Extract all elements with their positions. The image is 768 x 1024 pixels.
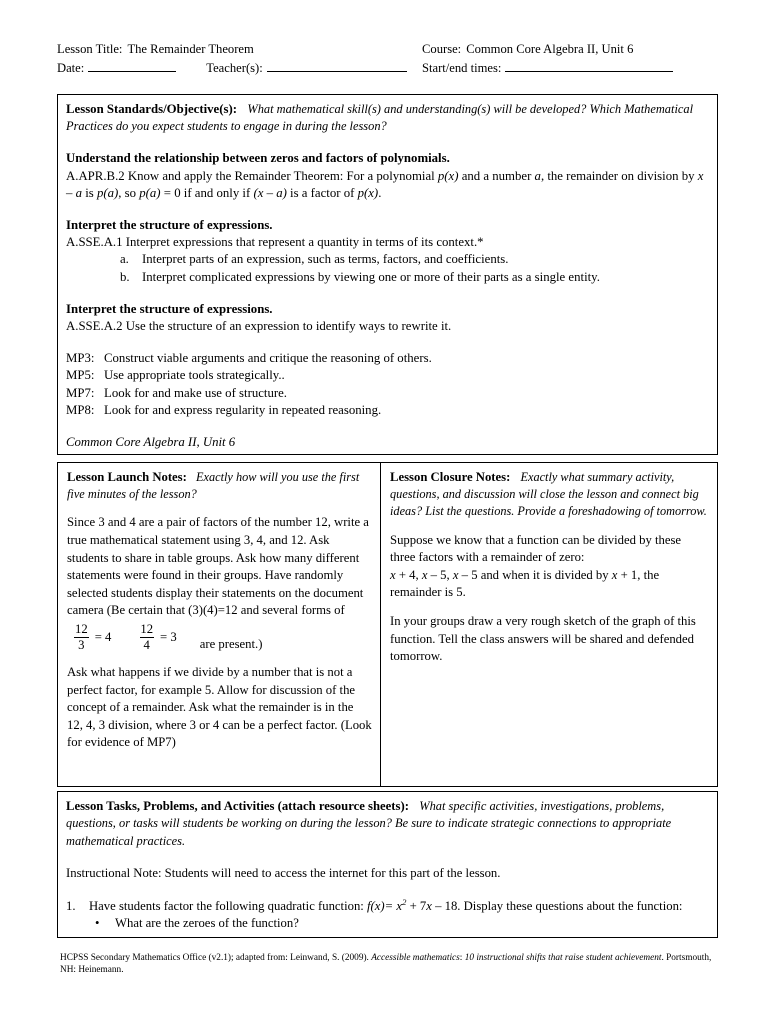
launch-fraction-row bbox=[71, 622, 372, 653]
sub-item-a-text: Interpret parts of an expression, such as terms, factors, and coefficients. bbox=[142, 252, 509, 267]
bullet-icon: • bbox=[95, 916, 100, 931]
apr-text-e: , so bbox=[118, 185, 140, 200]
apr-text-d: is bbox=[82, 185, 97, 200]
task-item-1 bbox=[66, 898, 709, 915]
mp-item-3-text: Construct viable arguments and critique the reasoning of others. bbox=[104, 351, 432, 366]
standards-source-note: Common Core Algebra II, Unit 6 bbox=[66, 435, 236, 450]
teacher-input-line[interactable] bbox=[267, 59, 407, 72]
launch-paragraph-1: Since 3 and 4 are a pair of factors of the number 12, write a true mathematical statement using 3, 4, and 12. Ask students to share in table groups. Ask how many different statements were found in their groups. Have randomly selected students display their statements on the document camera (Be certain that (3)(4)=12 and several forms of bbox=[67, 515, 369, 618]
apr-paren-x-minus-a: (x – a) bbox=[253, 185, 287, 200]
footer-text-b: : bbox=[459, 953, 465, 963]
task-1-fx: f(x)= bbox=[367, 898, 394, 913]
standard-group-2-title: Interpret the structure of expressions. bbox=[66, 218, 273, 233]
closure-factor-2-rest: – 5, bbox=[427, 567, 453, 582]
fraction-1-equals: = 4 bbox=[94, 629, 112, 644]
fraction-1-numerator: 12 bbox=[75, 621, 88, 636]
fraction-12-over-3 bbox=[71, 622, 92, 653]
apr-x-minus-a: x – a bbox=[66, 168, 704, 200]
apr-text-a: A.APR.B.2 Know and apply the Remainder Theorem: For a polynomial bbox=[66, 168, 438, 183]
apr-pa-2: p(a) bbox=[139, 185, 161, 200]
mp-item-7-key: MP7: bbox=[66, 385, 95, 400]
task-1-rest: + 7 bbox=[406, 898, 427, 913]
task-item-1-text bbox=[89, 898, 682, 915]
fraction-12-over-4 bbox=[136, 622, 157, 653]
tasks-instructional-note: Instructional Note: Students will need to access the internet for this part of the lesson. bbox=[66, 866, 501, 881]
mp-item-3 bbox=[66, 350, 709, 367]
mp-item-7 bbox=[66, 385, 709, 402]
footer-text-a: HCPSS Secondary Mathematics Office (v2.1); adapted from: Leinwand, S. (2009). bbox=[60, 953, 372, 963]
task-1-x2: x bbox=[426, 898, 432, 913]
fraction-2-denominator: 4 bbox=[140, 637, 154, 653]
mp-item-5 bbox=[66, 367, 709, 384]
date-label: Date: bbox=[57, 61, 85, 75]
launch-prompt: Exactly how will you use the first five minutes of the lesson? bbox=[67, 470, 360, 502]
closure-factor-3: x bbox=[452, 567, 459, 582]
closure-factor-1-rest: + 4, bbox=[395, 567, 422, 582]
closure-factor-3-rest: – 5 and when it is divided by bbox=[458, 567, 612, 582]
lesson-notes-section bbox=[57, 462, 718, 787]
mp-item-8 bbox=[66, 402, 709, 419]
apr-px-2: p(x) bbox=[357, 185, 379, 200]
task-item-1-marker: 1. bbox=[66, 898, 76, 913]
tasks-prompt: What specific activities, investigations, problems, questions, or tasks will students be working on during the lesson? Be sure to indicate strategic connections to appropriate mathematical practices. bbox=[66, 799, 672, 848]
lesson-closure-notes-column bbox=[381, 463, 717, 786]
date-teacher-fields bbox=[57, 59, 422, 78]
fraction-2-numerator: 12 bbox=[140, 621, 154, 636]
sub-item-b bbox=[120, 269, 709, 286]
sub-item-b-marker: b. bbox=[120, 269, 130, 284]
closure-factor-4-rest: + 1, the remainder is 5. bbox=[390, 567, 660, 600]
document-header bbox=[57, 40, 718, 78]
closure-paragraph-2: In your groups draw a very rough sketch of the graph of this function. Tell the class answers will be shared and defended tomorrow. bbox=[390, 613, 696, 664]
standard-group-2-body: A.SSE.A.1 Interpret expressions that represent a quantity in terms of its context.* bbox=[66, 235, 484, 250]
header-row-2 bbox=[57, 59, 718, 78]
lesson-title-label: Lesson Title: bbox=[57, 42, 123, 56]
task-bullet-1 bbox=[66, 915, 709, 932]
task-1-exponent: 2 bbox=[401, 896, 407, 907]
mp-item-7-text: Look for and make use of structure. bbox=[104, 385, 288, 400]
standards-prompt: What mathematical skill(s) and understanding(s) will be developed? Which Mathematical Practices do you expect students to engage in during the lesson? bbox=[66, 102, 694, 134]
times-input-line[interactable] bbox=[505, 59, 673, 72]
closure-factors-line bbox=[390, 567, 709, 602]
closure-factor-1: x bbox=[390, 567, 396, 582]
course-label: Course: bbox=[422, 42, 462, 56]
date-input-line[interactable] bbox=[88, 59, 176, 72]
fraction-1-denominator: 3 bbox=[74, 637, 88, 653]
launch-heading-block bbox=[67, 469, 372, 503]
apr-text-h: . bbox=[378, 185, 382, 200]
footer-subtitle-italic: 10 instructional shifts that raise student achievement bbox=[464, 953, 662, 963]
closure-factor-4: x bbox=[611, 567, 618, 582]
task-bullet-1-text: What are the zeroes of the function? bbox=[115, 916, 299, 931]
course-field bbox=[422, 40, 718, 59]
launch-paragraph-2: Ask what happens if we divide by a number that is not a perfect factor, for example 5. Allow for discussion of the concept of a remainder. Ask what the remainder is in the 12, 4, 3 division, where 3 or 4 can be a perfect factor. (Look for evidence of MP7) bbox=[67, 664, 372, 750]
launch-heading: Lesson Launch Notes: bbox=[67, 470, 187, 484]
times-field bbox=[422, 59, 718, 78]
standard-group-3-title: Interpret the structure of expressions. bbox=[66, 301, 273, 316]
mp-item-3-key: MP3: bbox=[66, 351, 95, 366]
standards-heading: Lesson Standards/Objective(s): bbox=[66, 102, 237, 116]
fraction-2-equals: = 3 bbox=[160, 629, 177, 644]
lesson-title-field bbox=[57, 40, 422, 59]
lesson-standards-section bbox=[57, 94, 718, 455]
apr-text-c: , the remainder on division by bbox=[540, 168, 698, 183]
apr-pa-1: p(a) bbox=[96, 185, 119, 200]
task-1-pre: Have students factor the following quadratic function: bbox=[89, 898, 367, 913]
lesson-title-value: The Remainder Theorem bbox=[127, 42, 254, 56]
mp-item-5-text: Use appropriate tools strategically.. bbox=[104, 368, 285, 383]
times-label: Start/end times: bbox=[422, 61, 502, 75]
sub-item-a-marker: a. bbox=[120, 252, 129, 267]
course-value: Common Core Algebra II, Unit 6 bbox=[466, 42, 634, 56]
footer-title-italic: Accessible mathematics bbox=[371, 953, 460, 963]
task-1-x: x bbox=[393, 898, 402, 913]
closure-factor-2: x bbox=[421, 567, 428, 582]
mp-item-8-key: MP8: bbox=[66, 402, 95, 417]
tasks-heading-block bbox=[66, 798, 709, 850]
standard-group-1-body bbox=[66, 168, 709, 202]
standard-group-1-title: Understand the relationship between zeros and factors of polynomials. bbox=[66, 151, 450, 166]
standards-heading-block bbox=[66, 101, 709, 135]
teacher-label: Teacher(s): bbox=[206, 61, 263, 75]
document-footer bbox=[60, 952, 721, 977]
closure-heading-block bbox=[390, 469, 709, 521]
lesson-launch-notes-column bbox=[58, 463, 381, 786]
task-1-rest2: – 18. Display these questions about the function: bbox=[431, 898, 683, 913]
apr-text-g: is a factor of bbox=[286, 185, 358, 200]
tasks-heading: Lesson Tasks, Problems, and Activities (attach resource sheets): bbox=[66, 799, 409, 813]
lesson-tasks-section bbox=[57, 791, 718, 938]
apr-px-1: p(x) bbox=[437, 168, 459, 183]
fraction-trailing-text: are present.) bbox=[199, 636, 263, 651]
apr-text-f: = 0 if and only if bbox=[160, 185, 254, 200]
sub-item-a bbox=[120, 251, 709, 268]
mp-item-8-text: Look for and express regularity in repeated reasoning. bbox=[104, 402, 382, 417]
closure-heading: Lesson Closure Notes: bbox=[390, 470, 511, 484]
apr-a: a bbox=[534, 168, 541, 183]
standard-group-3-body: A.SSE.A.2 Use the structure of an expression to identify ways to rewrite it. bbox=[66, 319, 452, 334]
standard-sub-items bbox=[66, 251, 709, 285]
closure-paragraph-1: Suppose we know that a function can be divided by these three factors with a remainder of zero: bbox=[390, 532, 682, 565]
sub-item-b-text: Interpret complicated expressions by viewing one or more of their parts as a single entity. bbox=[142, 269, 600, 284]
header-row-1 bbox=[57, 40, 718, 59]
mp-item-5-key: MP5: bbox=[66, 368, 95, 383]
closure-prompt: Exactly what summary activity, questions, and discussion will close the lesson and connect big ideas? List the questions. Provide a foreshadowing of tomorrow. bbox=[390, 470, 707, 519]
apr-text-b: and a number bbox=[458, 168, 535, 183]
footer-text-c: . Portsmouth, NH: Heinemann. bbox=[60, 953, 712, 976]
